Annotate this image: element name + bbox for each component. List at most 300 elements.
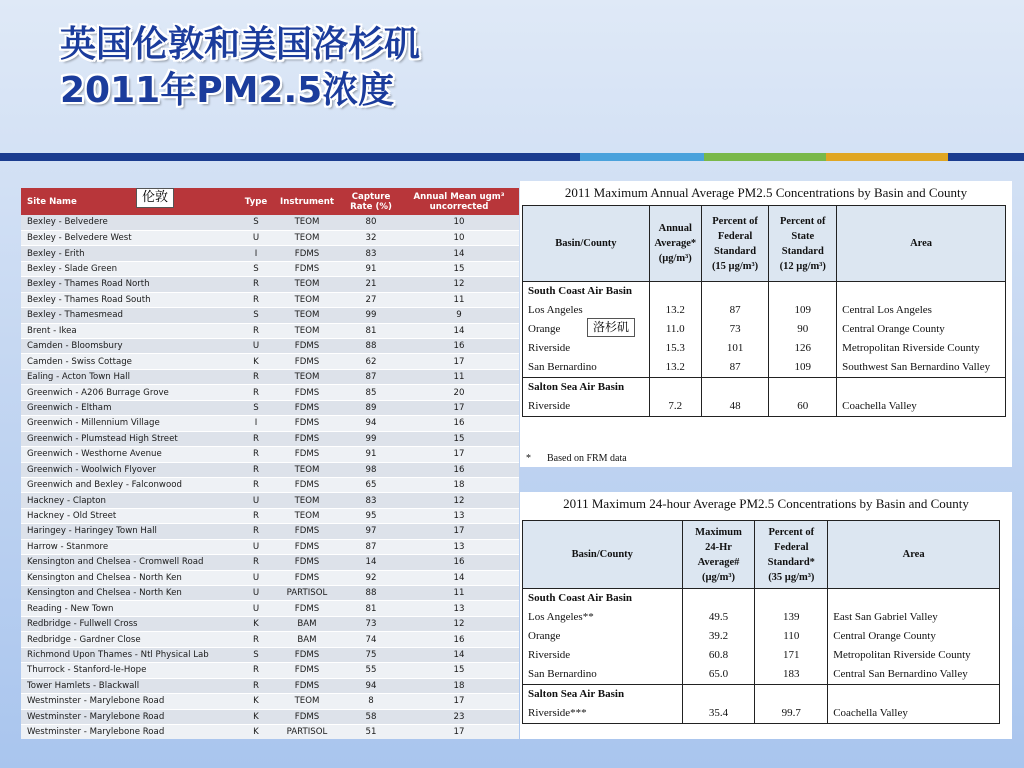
cell-3: Central San Bernardino Valley [828, 665, 1000, 685]
cell-4: Central Los Angeles [837, 301, 1006, 320]
cell-site-name: Redbridge - Fullwell Cross [21, 616, 241, 631]
cell-1: 49.5 [682, 608, 755, 627]
cell-capture-rate: 99 [343, 431, 399, 446]
cell-0: San Bernardino [523, 665, 683, 685]
table-row [21, 339, 519, 354]
cell-site-name: Bexley - Erith [21, 246, 241, 261]
cell-3: 60 [769, 397, 837, 417]
cell-capture-rate: 87 [343, 369, 399, 384]
cell-site-name: Greenwich - Eltham [21, 400, 241, 415]
cell-site-name: Camden - Bloomsbury [21, 339, 241, 354]
cell-site-name: Brent - Ikea [21, 323, 241, 338]
cell-instrument: TEOM [271, 369, 343, 384]
cell-instrument: BAM [271, 632, 343, 647]
cell-site-name: Bexley - Belvedere [21, 215, 241, 230]
cell-annual-mean: 17 [399, 524, 519, 539]
table-row [523, 665, 1000, 685]
la-24hr-col-basin [523, 521, 683, 589]
la-callout: 洛杉矶 [587, 318, 635, 337]
cell-annual-mean: 16 [399, 632, 519, 647]
empty-cell [837, 282, 1006, 302]
la-24hr-max-l2: 24-Hr [705, 541, 732, 553]
basin-group-row [523, 685, 1000, 705]
cell-2: 48 [701, 397, 769, 417]
cell-capture-rate: 80 [343, 215, 399, 230]
table-row [21, 524, 519, 539]
cell-instrument: TEOM [271, 230, 343, 245]
la-24hr-max-l3: Average# [697, 556, 740, 568]
cell-type: R [241, 369, 271, 384]
empty-cell [755, 685, 828, 705]
cell-3: Metropolitan Riverside County [828, 646, 1000, 665]
table-row [523, 339, 1006, 358]
cell-site-name: Ealing - Acton Town Hall [21, 369, 241, 384]
la-annual-col-average [649, 206, 701, 282]
table-row [21, 416, 519, 431]
cell-annual-mean: 18 [399, 477, 519, 492]
cell-capture-rate: 88 [343, 339, 399, 354]
cell-0: Los Angeles** [523, 608, 683, 627]
cell-2: 73 [701, 320, 769, 339]
cell-4: Central Orange County [837, 320, 1006, 339]
cell-annual-mean: 16 [399, 339, 519, 354]
cell-instrument: FDMS [271, 400, 343, 415]
la-annual-col-basin-label: Basin/County [555, 238, 617, 249]
cell-type: R [241, 555, 271, 570]
cell-instrument: FDMS [271, 539, 343, 554]
la-annual-fed-l2: Federal [717, 230, 753, 242]
cell-instrument: FDMS [271, 431, 343, 446]
cell-annual-mean: 17 [399, 694, 519, 709]
table-row [21, 292, 519, 307]
cell-type: K [241, 709, 271, 724]
table-row [21, 647, 519, 662]
table-row [21, 354, 519, 369]
table-row [21, 447, 519, 462]
table-row [21, 246, 519, 261]
cell-annual-mean: 20 [399, 385, 519, 400]
cell-site-name: Bexley - Thames Road North [21, 277, 241, 292]
cell-annual-mean: 11 [399, 586, 519, 601]
la-24hr-fed-l3: Standard* [767, 556, 815, 568]
cell-annual-mean: 16 [399, 462, 519, 477]
cell-site-name: Bexley - Thamesmead [21, 308, 241, 323]
cell-site-name: Harrow - Stanmore [21, 539, 241, 554]
la-annual-fed-l1: Percent of [712, 215, 758, 227]
cell-annual-mean: 11 [399, 369, 519, 384]
cell-capture-rate: 92 [343, 570, 399, 585]
cell-capture-rate: 75 [343, 647, 399, 662]
cell-capture-rate: 85 [343, 385, 399, 400]
cell-site-name: Kensington and Chelsea - North Ken [21, 586, 241, 601]
cell-capture-rate: 97 [343, 524, 399, 539]
cell-annual-mean: 10 [399, 215, 519, 230]
la-annual-footnote [526, 453, 627, 464]
table-row [21, 632, 519, 647]
cell-instrument: FDMS [271, 555, 343, 570]
cell-instrument: FDMS [271, 354, 343, 369]
cell-site-name: Thurrock - Stanford-le-Hope [21, 663, 241, 678]
cell-2: 139 [755, 608, 828, 627]
cell-annual-mean: 15 [399, 663, 519, 678]
cell-type: S [241, 308, 271, 323]
cell-1: 39.2 [682, 627, 755, 646]
table-row [21, 400, 519, 415]
cell-annual-mean: 16 [399, 555, 519, 570]
cell-capture-rate: 14 [343, 555, 399, 570]
cell-instrument: FDMS [271, 647, 343, 662]
cell-0: Riverside [523, 646, 683, 665]
basin-group-name: South Coast Air Basin [523, 589, 683, 609]
cell-instrument: TEOM [271, 292, 343, 307]
la-24hr-fed-l4: (35 µg/m³) [768, 571, 815, 583]
table-row [523, 704, 1000, 724]
cell-1: 13.2 [649, 358, 701, 378]
table-row [21, 385, 519, 400]
col-instrument: Instrument [280, 196, 334, 207]
table-row [21, 724, 519, 739]
cell-annual-mean: 13 [399, 508, 519, 523]
cell-4: Coachella Valley [837, 397, 1006, 417]
cell-type: S [241, 647, 271, 662]
cell-capture-rate: 91 [343, 447, 399, 462]
cell-site-name: Haringey - Haringey Town Hall [21, 524, 241, 539]
col-type: Type [244, 196, 268, 207]
cell-instrument: FDMS [271, 678, 343, 693]
cell-site-name: Greenwich - Millennium Village [21, 416, 241, 431]
cell-3: 90 [769, 320, 837, 339]
cell-2: 101 [701, 339, 769, 358]
la-annual-avg-l2: Average* [654, 238, 697, 249]
stripe-orange [826, 153, 948, 161]
basin-group-row [523, 589, 1000, 609]
cell-instrument: FDMS [271, 385, 343, 400]
empty-cell [828, 685, 1000, 705]
basin-group-name: Salton Sea Air Basin [523, 378, 650, 398]
basin-group-name: South Coast Air Basin [523, 282, 650, 302]
cell-annual-mean: 14 [399, 647, 519, 662]
empty-cell [682, 685, 755, 705]
table-row [523, 627, 1000, 646]
basin-group-row [523, 378, 1006, 398]
empty-cell [701, 282, 769, 302]
basin-group-row [523, 282, 1006, 302]
cell-type: U [241, 601, 271, 616]
la-24hr-title: 2011 Maximum 24-hour Average PM2.5 Concentrations by Basin and County [563, 496, 969, 511]
cell-instrument: FDMS [271, 477, 343, 492]
la-24hr-col-area-label: Area [902, 549, 925, 560]
cell-0: Riverside [523, 397, 650, 417]
cell-annual-mean: 18 [399, 678, 519, 693]
table-row [21, 586, 519, 601]
la-annual-state-l1: Percent of [779, 215, 826, 227]
la-24hr-max-l1: Maximum [695, 526, 742, 538]
cell-capture-rate: 95 [343, 508, 399, 523]
empty-cell [682, 589, 755, 609]
empty-cell [769, 282, 837, 302]
table-row [21, 369, 519, 384]
cell-instrument: TEOM [271, 493, 343, 508]
table-row [523, 397, 1006, 417]
cell-1: 13.2 [649, 301, 701, 320]
cell-type: U [241, 586, 271, 601]
cell-3: 126 [769, 339, 837, 358]
cell-site-name: Greenwich - A206 Burrage Grove [21, 385, 241, 400]
table-row [21, 616, 519, 631]
cell-site-name: Reading - New Town [21, 601, 241, 616]
cell-instrument: FDMS [271, 339, 343, 354]
cell-site-name: Greenwich - Westhorne Avenue [21, 447, 241, 462]
cell-annual-mean: 16 [399, 416, 519, 431]
cell-capture-rate: 94 [343, 416, 399, 431]
basin-group-name: Salton Sea Air Basin [523, 685, 683, 705]
cell-type: R [241, 524, 271, 539]
cell-type: U [241, 493, 271, 508]
cell-site-name: Hackney - Clapton [21, 493, 241, 508]
cell-capture-rate: 8 [343, 694, 399, 709]
cell-0: Orange [523, 320, 650, 339]
cell-instrument: FDMS [271, 601, 343, 616]
cell-type: K [241, 354, 271, 369]
cell-1: 60.8 [682, 646, 755, 665]
cell-site-name: Bexley - Thames Road South [21, 292, 241, 307]
table-row [21, 230, 519, 245]
cell-annual-mean: 15 [399, 431, 519, 446]
page-title-line-1: 英国伦敦和美国洛杉矶 [60, 24, 421, 65]
cell-capture-rate: 55 [343, 663, 399, 678]
la-24hr-col-area [828, 521, 1000, 589]
cell-type: R [241, 431, 271, 446]
cell-capture-rate: 91 [343, 261, 399, 276]
cell-3: Central Orange County [828, 627, 1000, 646]
cell-annual-mean: 9 [399, 308, 519, 323]
cell-capture-rate: 89 [343, 400, 399, 415]
cell-annual-mean: 17 [399, 400, 519, 415]
empty-cell [837, 378, 1006, 398]
cell-type: R [241, 462, 271, 477]
cell-0: Riverside*** [523, 704, 683, 724]
cell-type: R [241, 277, 271, 292]
cell-annual-mean: 13 [399, 601, 519, 616]
cell-1: 65.0 [682, 665, 755, 685]
cell-capture-rate: 21 [343, 277, 399, 292]
cell-type: R [241, 663, 271, 678]
table-row [21, 539, 519, 554]
table-row [21, 709, 519, 724]
table-row [21, 570, 519, 585]
cell-1: 15.3 [649, 339, 701, 358]
table-row [523, 646, 1000, 665]
london-table-body [21, 215, 519, 739]
cell-capture-rate: 62 [343, 354, 399, 369]
cell-capture-rate: 94 [343, 678, 399, 693]
cell-site-name: Hackney - Old Street [21, 508, 241, 523]
cell-type: I [241, 416, 271, 431]
page-title-line-2: 2011年PM2.5浓度 [60, 70, 395, 111]
cell-annual-mean: 17 [399, 447, 519, 462]
la-annual-avg-l1: Annual [658, 223, 692, 234]
cell-type: S [241, 261, 271, 276]
la-24hr-max-l4: (µg/m³) [701, 571, 736, 583]
cell-instrument: TEOM [271, 308, 343, 323]
empty-cell [828, 589, 1000, 609]
page-title [60, 22, 420, 114]
cell-capture-rate: 98 [343, 462, 399, 477]
cell-capture-rate: 81 [343, 323, 399, 338]
table-row [21, 493, 519, 508]
cell-annual-mean: 13 [399, 539, 519, 554]
cell-instrument: TEOM [271, 277, 343, 292]
cell-annual-mean: 10 [399, 230, 519, 245]
la-24hr-header-row [523, 521, 1000, 589]
cell-instrument: FDMS [271, 261, 343, 276]
la-annual-col-basin [523, 206, 650, 282]
cell-annual-mean: 12 [399, 277, 519, 292]
cell-annual-mean: 23 [399, 709, 519, 724]
stripe-green [704, 153, 826, 161]
cell-capture-rate: 51 [343, 724, 399, 739]
header-stripe [0, 153, 1024, 161]
table-row [21, 308, 519, 323]
cell-annual-mean: 15 [399, 261, 519, 276]
cell-annual-mean: 14 [399, 323, 519, 338]
cell-type: R [241, 508, 271, 523]
cell-capture-rate: 88 [343, 586, 399, 601]
la-annual-footnote-text: Based on FRM data [547, 453, 627, 464]
la-annual-state-l2: State [791, 230, 815, 242]
cell-site-name: Tower Hamlets - Blackwall [21, 678, 241, 693]
la-annual-state-l3: Standard [781, 245, 824, 257]
cell-instrument: FDMS [271, 416, 343, 431]
cell-site-name: Greenwich - Plumstead High Street [21, 431, 241, 446]
cell-type: R [241, 385, 271, 400]
cell-instrument: TEOM [271, 215, 343, 230]
la-annual-col-federal [701, 206, 769, 282]
cell-1: 7.2 [649, 397, 701, 417]
cell-type: U [241, 570, 271, 585]
cell-4: Metropolitan Riverside County [837, 339, 1006, 358]
la-24hr-col-maximum [682, 521, 755, 589]
cell-0: Riverside [523, 339, 650, 358]
la-24hr-fed-l2: Federal [774, 541, 809, 553]
cell-3: Coachella Valley [828, 704, 1000, 724]
cell-instrument: FDMS [271, 570, 343, 585]
cell-instrument: FDMS [271, 663, 343, 678]
cell-capture-rate: 99 [343, 308, 399, 323]
cell-site-name: Westminster - Marylebone Road [21, 709, 241, 724]
cell-3: 109 [769, 301, 837, 320]
table-row [21, 508, 519, 523]
cell-capture-rate: 27 [343, 292, 399, 307]
la-24hr-fed-l1: Percent of [768, 526, 815, 538]
cell-instrument: TEOM [271, 462, 343, 477]
cell-capture-rate: 81 [343, 601, 399, 616]
la-24hr-col-federal [755, 521, 828, 589]
cell-1: 11.0 [649, 320, 701, 339]
cell-capture-rate: 83 [343, 493, 399, 508]
col-annual-mean: Annual Mean ugm³ uncorrected [413, 191, 505, 212]
cell-capture-rate: 83 [343, 246, 399, 261]
empty-cell [769, 378, 837, 398]
la-annual-title: 2011 Maximum Annual Average PM2.5 Concentrations by Basin and County [564, 185, 968, 200]
cell-3: East San Gabriel Valley [828, 608, 1000, 627]
table-row [21, 678, 519, 693]
cell-site-name: Kensington and Chelsea - Cromwell Road [21, 555, 241, 570]
cell-site-name: Bexley - Belvedere West [21, 230, 241, 245]
cell-site-name: Greenwich - Woolwich Flyover [21, 462, 241, 477]
la-24hr-body [523, 589, 1000, 724]
table-row [21, 601, 519, 616]
cell-1: 35.4 [682, 704, 755, 724]
cell-capture-rate: 74 [343, 632, 399, 647]
london-callout: 伦敦 [136, 188, 174, 208]
cell-instrument: FDMS [271, 447, 343, 462]
cell-site-name: Greenwich and Bexley - Falconwood [21, 477, 241, 492]
cell-type: R [241, 447, 271, 462]
cell-type: U [241, 539, 271, 554]
la-annual-col-state [769, 206, 837, 282]
cell-type: K [241, 616, 271, 631]
cell-type: R [241, 477, 271, 492]
cell-type: K [241, 724, 271, 739]
cell-2: 87 [701, 358, 769, 378]
cell-2: 99.7 [755, 704, 828, 724]
cell-instrument: PARTISOL [271, 586, 343, 601]
cell-site-name: Redbridge - Gardner Close [21, 632, 241, 647]
cell-capture-rate: 73 [343, 616, 399, 631]
cell-site-name: Camden - Swiss Cottage [21, 354, 241, 369]
cell-type: U [241, 339, 271, 354]
cell-site-name: Westminster - Marylebone Road [21, 694, 241, 709]
cell-type: I [241, 246, 271, 261]
cell-site-name: Bexley - Slade Green [21, 261, 241, 276]
cell-capture-rate: 65 [343, 477, 399, 492]
cell-0: Orange [523, 627, 683, 646]
col-site-name: Site Name [27, 196, 77, 207]
cell-capture-rate: 87 [343, 539, 399, 554]
table-row [21, 555, 519, 570]
london-pm25-table [21, 188, 519, 739]
london-header-row [21, 188, 519, 215]
table-row [21, 462, 519, 477]
cell-site-name: Westminster - Marylebone Road [21, 724, 241, 739]
cell-instrument: TEOM [271, 323, 343, 338]
cell-instrument: FDMS [271, 524, 343, 539]
cell-4: Southwest San Bernardino Valley [837, 358, 1006, 378]
cell-type: R [241, 323, 271, 338]
la-annual-avg-l3: (µg/m³) [658, 253, 692, 264]
cell-type: S [241, 215, 271, 230]
table-row [523, 358, 1006, 378]
table-row [21, 323, 519, 338]
cell-type: R [241, 292, 271, 307]
cell-annual-mean: 11 [399, 292, 519, 307]
cell-site-name: Richmond Upon Thames - Ntl Physical Lab [21, 647, 241, 662]
cell-annual-mean: 14 [399, 570, 519, 585]
cell-capture-rate: 58 [343, 709, 399, 724]
cell-site-name: Kensington and Chelsea - North Ken [21, 570, 241, 585]
table-row [21, 694, 519, 709]
cell-annual-mean: 12 [399, 616, 519, 631]
cell-annual-mean: 17 [399, 724, 519, 739]
cell-instrument: TEOM [271, 694, 343, 709]
empty-cell [649, 282, 701, 302]
cell-capture-rate: 32 [343, 230, 399, 245]
empty-cell [649, 378, 701, 398]
col-capture-rate: Capture Rate (%) [350, 191, 392, 212]
table-row [21, 277, 519, 292]
la-24hr-table [520, 492, 1012, 739]
